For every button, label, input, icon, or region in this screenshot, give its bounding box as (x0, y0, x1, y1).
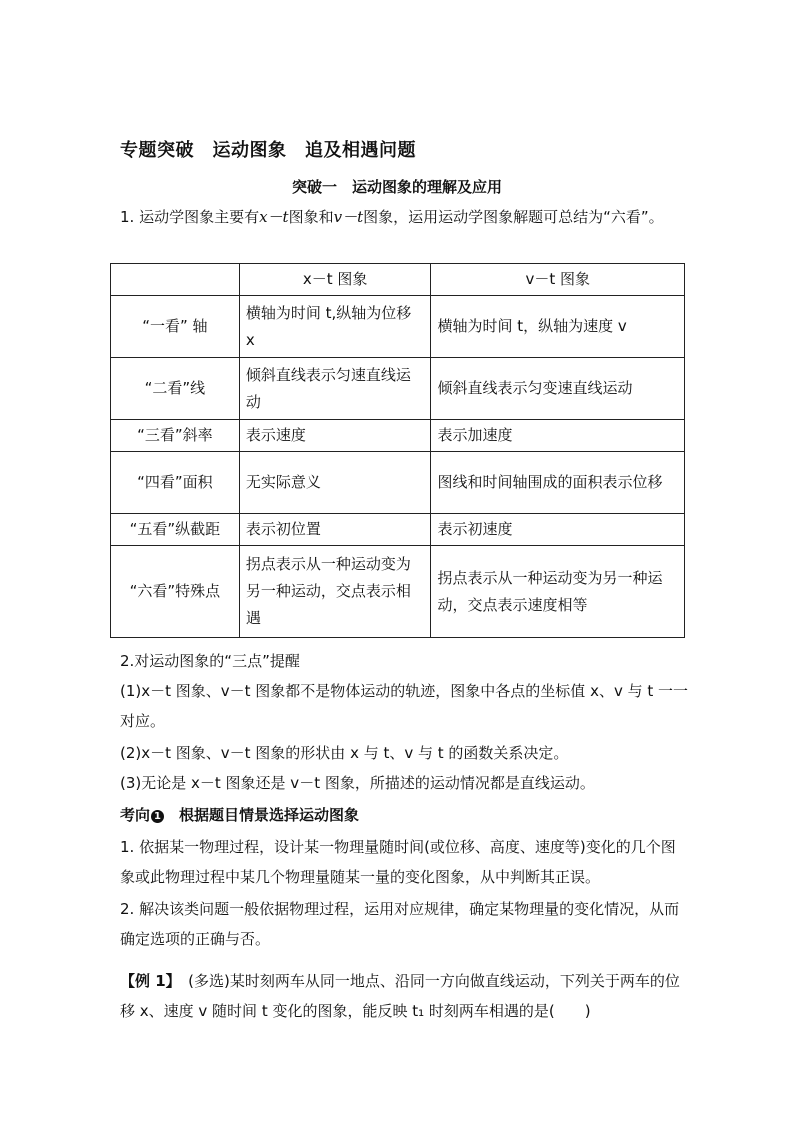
table-row (111, 452, 685, 514)
vt-cell: 表示加速度 (431, 420, 685, 452)
direction-text: 根据题目情景选择运动图象 (164, 806, 360, 824)
vt-cell: 图线和时间轴围成的面积表示位移 (431, 452, 685, 514)
reminder-item: (2)x－t 图象、v－t 图象的形状由 x 与 t、v 与 t 的函数关系决定。 (120, 744, 569, 762)
row-label: “二看”线 (111, 358, 240, 420)
row-label: “三看”斜率 (111, 420, 240, 452)
direction-prefix: 考向 (120, 806, 151, 824)
table-header-row (111, 264, 685, 296)
table-row (111, 514, 685, 546)
reminder-heading: 2.对运动图象的“三点”提醒 (120, 652, 300, 670)
xt-cell: 表示速度 (239, 420, 431, 452)
vt-cell: 表示初速度 (431, 514, 685, 546)
xt-cell: 横轴为时间 t,纵轴为位移 x (239, 296, 431, 358)
point-item: 1. 依据某一物理过程，设计某一物理量随时间(或位移、高度、速度等)变化的几个图象或此物理过程中某几个物理量随某一量的变化图象，从中判断其正误。 (120, 838, 676, 886)
row-label: “一看” 轴 (111, 296, 240, 358)
point-item: 2. 解决该类问题一般依据物理过程，运用对应规律，确定某物理量的变化情况，从而确定选项的正确与否。 (120, 900, 680, 948)
row-label: “六看”特殊点 (111, 546, 240, 638)
xt-cell: 倾斜直线表示匀速直线运动 (239, 358, 431, 420)
table-header-cell (111, 264, 240, 296)
example-text: (多选)某时刻两车从同一地点、沿同一方向做直线运动，下列关于两车的位移 x、速度 v 随时间 t 变化的图象，能反映 t₁ 时刻两车相遇的是( ) (120, 972, 680, 1020)
example-question (120, 966, 690, 1026)
circled-number-icon: 1 (151, 810, 164, 823)
xt-cell: 拐点表示从一种运动变为另一种运动，交点表示相遇 (239, 546, 431, 638)
xt-cell: 无实际意义 (239, 452, 431, 514)
xt-cell: 表示初位置 (239, 514, 431, 546)
intro-lead: 1. 运动学图象主要有 (120, 208, 260, 226)
vt-cell: 拐点表示从一种运动变为另一种运动，交点表示速度相等 (431, 546, 685, 638)
vt-cell: 横轴为时间 t，纵轴为速度 v (431, 296, 685, 358)
table-row (111, 546, 685, 638)
table-row (111, 296, 685, 358)
intro-xt: x－t (259, 208, 289, 226)
table-row (111, 420, 685, 452)
intro-mid: 图象和 (288, 208, 334, 226)
table-header-cell: v－t 图象 (431, 264, 685, 296)
intro-tail: 图象，运用运动学图象解题可总结为“六看”。 (363, 208, 664, 226)
vt-cell: 倾斜直线表示匀变速直线运动 (431, 358, 685, 420)
direction-heading (120, 800, 690, 830)
reminder-item: (1)x－t 图象、v－t 图象都不是物体运动的轨迹，图象中各点的坐标值 x、v 与 t 一一对应。 (120, 682, 689, 730)
row-label: “四看”面积 (111, 452, 240, 514)
table-header-cell: x－t 图象 (239, 264, 431, 296)
page-title: 专题突破 运动图象 追及相遇问题 (120, 140, 416, 161)
section-heading: 突破一 运动图象的理解及应用 (291, 178, 502, 196)
row-label: “五看”纵截距 (111, 514, 240, 546)
reminder-item: (3)无论是 x－t 图象还是 v－t 图象，所描述的运动情况都是直线运动。 (120, 774, 595, 792)
intro-paragraph (120, 202, 690, 232)
example-label: 【例 1】 (120, 972, 174, 990)
intro-vt: v－t (333, 208, 364, 226)
comparison-table (110, 263, 685, 638)
table-row (111, 358, 685, 420)
